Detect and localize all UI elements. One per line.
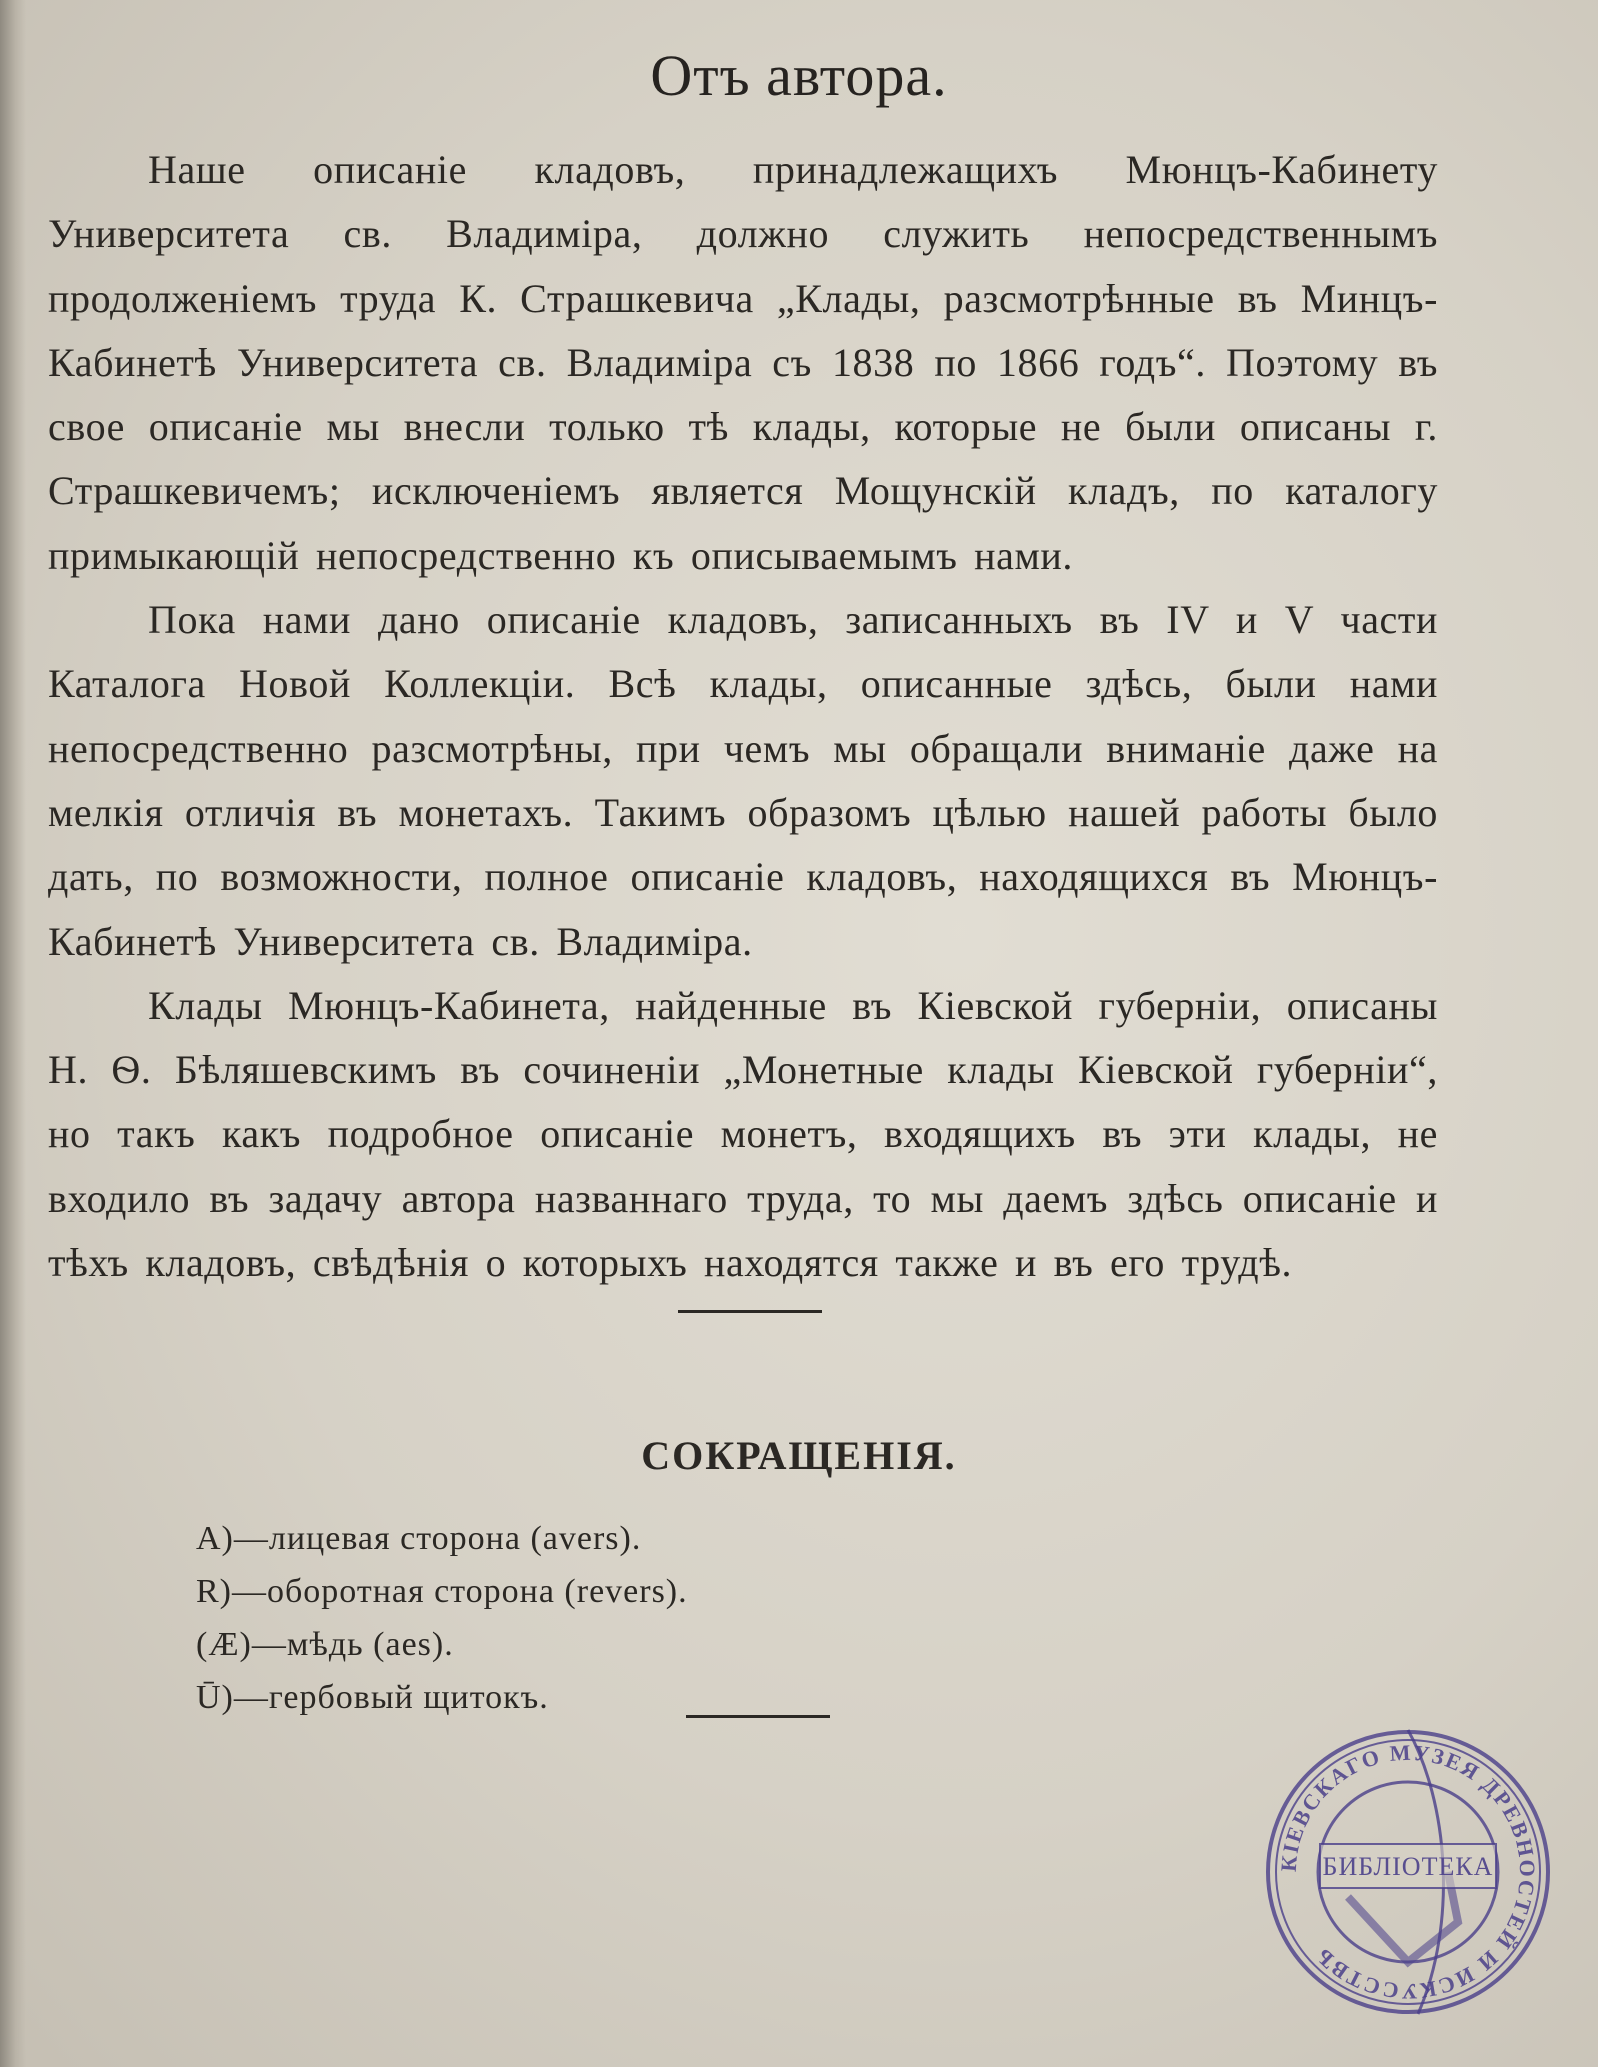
abbreviation-item: Ū)—гербовый щитокъ. [196, 1679, 549, 1716]
paragraph: Наше описаніе кладовъ, принадлежащихъ Мюнцъ-Кабинету Университета св. Владиміра, должно служить непосредственнымъ продолженіемъ труда К. Страшкевича „Клады, разсмотрѣнные въ Минцъ-Кабинетѣ Университета св. Владиміра съ 1838 по 1866 годъ“. Поэтому въ свое описаніе мы внесли только тѣ клады, которые не были описаны г. Страшкевичемъ; исключеніемъ является Мощунскій кладъ, по каталогу примыкающій непосредственно къ описываемымъ нами. [48, 147, 1438, 578]
abbreviation-item: R)—оборотная сторона (revers). [196, 1573, 688, 1610]
paragraph: Пока нами дано описаніе кладовъ, записанныхъ въ IV и V части Каталога Новой Коллекціи. Всѣ клады, описанные здѣсь, были нами непосредственно разсмотрѣны, при чемъ мы обращали вниманіе даже на мелкія отличія въ монетахъ. Такимъ образомъ цѣлью нашей работы было дать, по возможности, полное описаніе кладовъ, находящихся въ Мюнцъ-Кабинетѣ Университета св. Владиміра. [48, 597, 1438, 964]
stamp-center-text: БИБЛІОТЕКА [1322, 1852, 1494, 1881]
section-divider [678, 1310, 822, 1313]
preface-text [48, 138, 1438, 1295]
abbreviation-item: A)—лицевая сторона (avers). [196, 1520, 642, 1557]
paragraph: Клады Мюнцъ-Кабинета, найденные въ Кіевской губерніи, описаны Н. Ѳ. Бѣляшевскимъ въ сочиненіи „Монетные клады Кіевской губерніи“, но такъ какъ подробное описаніе монетъ, входящихъ въ эти клады, не входило въ задачу автора названнаго труда, то мы даемъ здѣсь описаніе и тѣхъ кладовъ, свѣдѣнія о которыхъ находятся также и въ его трудѣ. [48, 982, 1438, 1286]
page-title: Отъ автора. [650, 43, 948, 108]
abbreviations-heading: СОКРАЩЕНІЯ. [641, 1433, 957, 1478]
end-divider [686, 1715, 830, 1718]
abbreviations-list [196, 1512, 688, 1724]
page-binding-edge [0, 0, 26, 2067]
library-stamp [1258, 1722, 1558, 2022]
abbreviation-item: (Æ)—мѣдь (aes). [196, 1626, 454, 1663]
stamp-ring-text: КІЕВСКАГО МУЗЕЯ ДРЕВНОСТЕЙ И ИСКУССТВЪ [1275, 1739, 1541, 2005]
